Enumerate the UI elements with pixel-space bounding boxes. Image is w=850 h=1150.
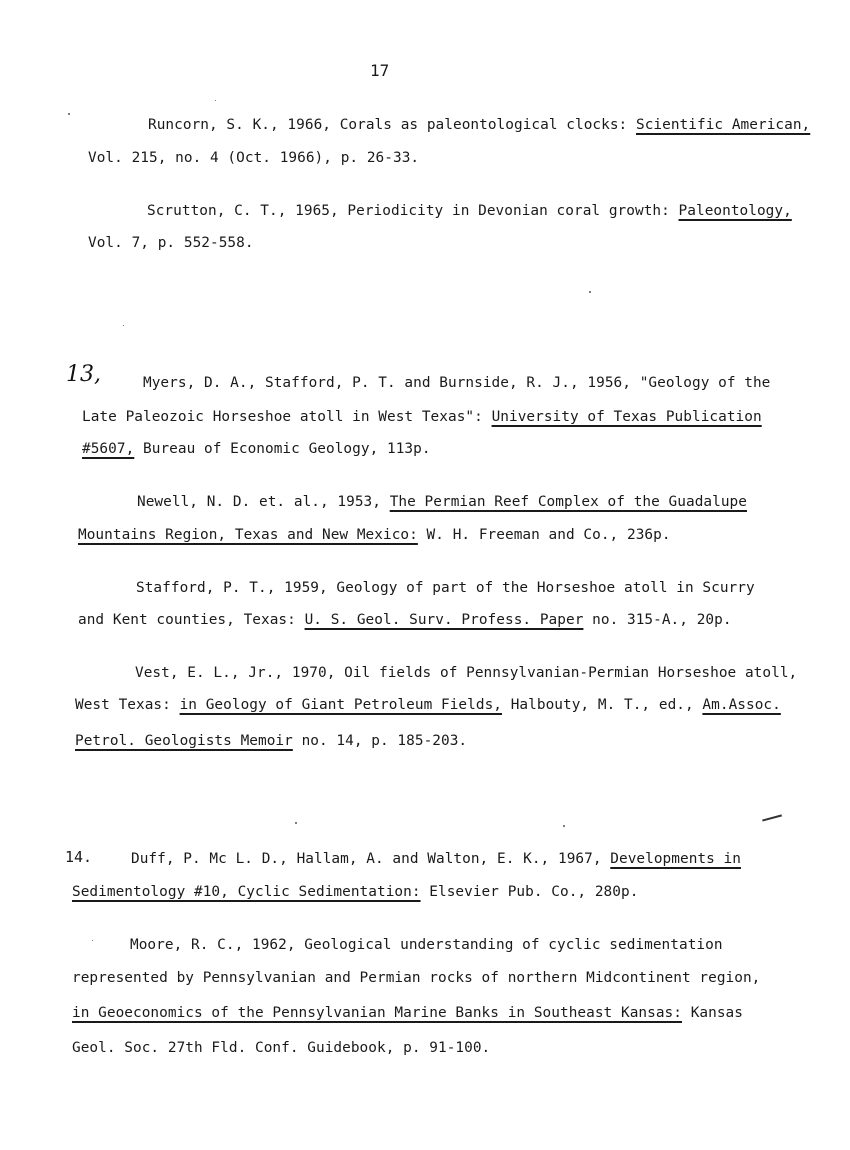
- underlined-title: Mountains Region, Texas and New Mexico:: [78, 527, 418, 543]
- reference-3-line-2: [82, 409, 762, 425]
- underlined-title: The Permian Reef Complex of the Guadalupe: [389, 494, 747, 510]
- reference-2-line-2: [88, 235, 254, 251]
- reference-6-line-2: [75, 697, 781, 713]
- reference-text: Elsevier Pub. Co., 280p.: [420, 884, 639, 900]
- reference-text: Vol. 215, no. 4 (Oct. 1966), p. 26-33.: [88, 150, 420, 166]
- reference-text: Geol. Soc. 27th Fld. Conf. Guidebook, p. 91-100.: [72, 1040, 491, 1056]
- underlined-title: #5607,: [82, 441, 135, 457]
- section-mark-14: 14.: [65, 848, 93, 866]
- reference-text: Scrutton, C. T., 1965, Periodicity in Devonian coral growth:: [147, 203, 679, 219]
- reference-5-line-2: [78, 612, 732, 628]
- reference-text: Halbouty, M. T., ed.,: [502, 697, 703, 713]
- reference-text: Myers, D. A., Stafford, P. T. and Burnside, R. J., 1956, "Geology of the: [143, 375, 771, 391]
- reference-text: West Texas:: [75, 697, 180, 713]
- reference-text: Late Paleozoic Horseshoe atoll in West Texas":: [82, 409, 492, 425]
- reference-text: Vol. 7, p. 552-558.: [88, 235, 254, 251]
- reference-3-line-3: [82, 441, 431, 457]
- reference-text: W. H. Freeman and Co., 236p.: [417, 527, 671, 543]
- underlined-title: in Geoeconomics of the Pennsylvanian Marine Banks in Southeast Kansas:: [72, 1005, 682, 1021]
- reference-8-line-3: [72, 1005, 743, 1021]
- reference-text: and Kent counties, Texas:: [78, 612, 305, 628]
- reference-1-line-1: [148, 117, 810, 133]
- reference-4-line-1: [137, 494, 747, 510]
- page-number: 17: [370, 61, 390, 80]
- reference-text: no. 14, p. 185-203.: [292, 733, 468, 749]
- scan-speck: [215, 100, 216, 101]
- underlined-title: Paleontology,: [678, 203, 792, 219]
- reference-7-line-1: [131, 851, 741, 867]
- scan-speck: [589, 291, 591, 293]
- reference-8-line-2: [72, 970, 760, 986]
- reference-text: no. 315-A., 20p.: [583, 612, 732, 628]
- reference-6-line-3: [75, 733, 467, 749]
- underlined-title: Developments in: [610, 851, 741, 867]
- handwritten-section-mark-13: 13,: [66, 362, 101, 387]
- underlined-title: U. S. Geol. Surv. Profess. Paper: [304, 612, 584, 628]
- reference-7-line-2: [72, 884, 638, 900]
- underlined-title: Petrol. Geologists Memoir: [75, 733, 293, 749]
- scan-speck: [563, 825, 565, 827]
- reference-text: Bureau of Economic Geology, 113p.: [134, 441, 431, 457]
- scan-speck: [123, 325, 124, 326]
- underlined-title: University of Texas Publication: [491, 409, 762, 425]
- underlined-title: Am.Assoc.: [702, 697, 781, 713]
- reference-text: Duff, P. Mc L. D., Hallam, A. and Walton, E. K., 1967,: [131, 851, 611, 867]
- reference-8-line-1: [130, 937, 723, 953]
- reference-text: Newell, N. D. et. al., 1953,: [137, 494, 390, 510]
- scan-speck: [68, 113, 70, 115]
- reference-text: Vest, E. L., Jr., 1970, Oil fields of Pennsylvanian-Permian Horseshoe atoll,: [135, 665, 798, 681]
- reference-3-line-1: [143, 375, 770, 391]
- scan-speck: [92, 940, 93, 941]
- reference-4-line-2: [78, 527, 671, 543]
- underlined-title: Scientific American,: [635, 117, 811, 133]
- reference-2-line-1: [147, 203, 792, 219]
- scan-mark: [762, 814, 782, 821]
- reference-1-line-2: [88, 150, 419, 166]
- reference-text: represented by Pennsylvanian and Permian rocks of northern Midcontinent region,: [72, 970, 761, 986]
- reference-text: Moore, R. C., 1962, Geological understanding of cyclic sedimentation: [130, 937, 723, 953]
- reference-text: Kansas: [681, 1005, 743, 1021]
- scan-speck: [295, 822, 297, 824]
- reference-text: Runcorn, S. K., 1966, Corals as paleontological clocks:: [148, 117, 636, 133]
- reference-6-line-1: [135, 665, 797, 681]
- underlined-title: Sedimentology #10, Cyclic Sedimentation:: [72, 884, 421, 900]
- underlined-title: in Geology of Giant Petroleum Fields,: [179, 697, 502, 713]
- reference-5-line-1: [136, 580, 755, 596]
- reference-text: Stafford, P. T., 1959, Geology of part of the Horseshoe atoll in Scurry: [136, 580, 755, 596]
- reference-8-line-4: [72, 1040, 490, 1056]
